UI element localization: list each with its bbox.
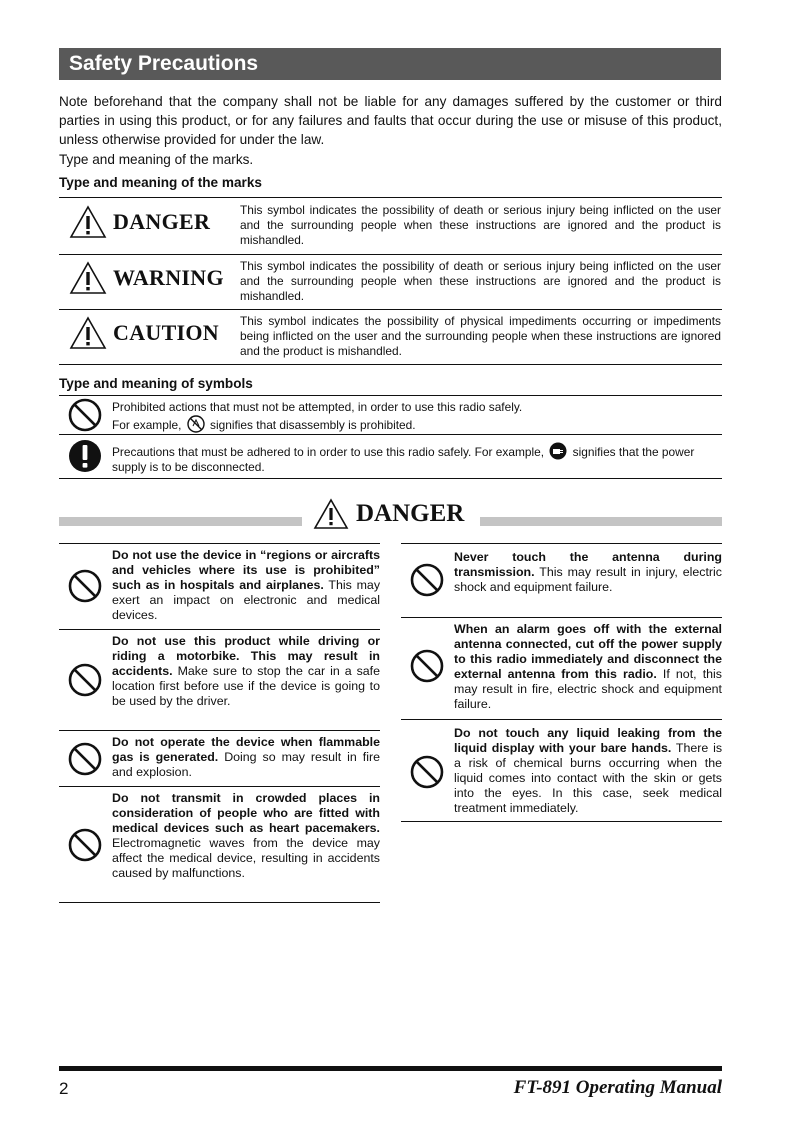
caution-description: This symbol indicates the possibility of physical impediments occurring or impediments being inflicted on the user and the surrounding people when these instructions are ignored and the product is mishandled. — [240, 314, 721, 358]
prohibited-icon — [68, 398, 102, 432]
prohibited-description — [112, 400, 721, 433]
no-disassembly-icon — [187, 415, 205, 433]
caution-label: CAUTION — [113, 320, 219, 345]
danger-item-normal: This may result in injury, electric shock and equipment failure. — [454, 565, 723, 594]
marks-heading: Type and meaning of the marks — [59, 175, 262, 190]
warning-triangle-icon — [69, 261, 107, 295]
mandatory-example-pre: Precautions that must be adhered to in order to use this radio safely. For example, — [112, 445, 545, 459]
caution-mark — [69, 316, 219, 350]
mandatory-description — [112, 442, 721, 475]
danger-item — [401, 622, 722, 718]
mark-row-warning — [59, 255, 722, 309]
manual-title: FT-891 Operating Manual — [513, 1077, 722, 1098]
divider — [59, 197, 722, 198]
danger-bar-left — [59, 517, 302, 526]
danger-bar-right — [480, 517, 722, 526]
danger-item-normal: Electromagnetic waves from the device may affect the medical device, resulting in accidents caused by malfunctions. — [112, 836, 380, 880]
mandatory-exclamation-icon — [68, 439, 102, 473]
danger-item-bold: Do not touch any liquid leaking from the liquid display with your bare hands. — [454, 726, 722, 755]
danger-item-text — [112, 735, 380, 780]
danger-item-bold: Do not transmit in crowded places in consideration of people who are fitted with medical devices such as heart pacemakers. — [112, 791, 380, 835]
danger-item — [59, 634, 380, 728]
prohibited-example-pre: For example, — [112, 418, 182, 432]
danger-item-normal: If not, this may result in fire, electric shock and equipment failure. — [454, 667, 722, 711]
warning-description: This symbol indicates the possibility of death or serious injury being inflicted on the user and the surrounding people when these instructions are ignored and the product is mishandled. — [240, 259, 721, 303]
danger-item-text — [112, 548, 380, 623]
warning-triangle-icon — [69, 205, 107, 239]
intro-paragraph: Note beforehand that the company shall not be liable for any damages suffered by the customer or third parties in using this product, or for any failures and faults that occur during the use or misuse of this product, unless otherwise provided for under the law. — [59, 94, 722, 148]
danger-item — [401, 550, 722, 616]
danger-item-bold: When an alarm goes off with the external antenna connected, cut off the power supply to this radio immediately and disconnect the external antenna from this radio. — [454, 622, 722, 681]
warning-label: WARNING — [113, 265, 224, 290]
danger-item-text — [454, 726, 722, 816]
mandatory-example-post: signifies that the power supply is to be disconnected. — [112, 445, 695, 474]
danger-item-text — [112, 634, 380, 709]
divider — [59, 395, 722, 396]
danger-item — [401, 726, 722, 820]
danger-item — [59, 791, 380, 899]
prohibited-icon — [68, 828, 102, 862]
danger-item-text — [454, 622, 722, 712]
divider — [59, 902, 380, 903]
danger-item-bold: Do not use the device in “regions or aircrafts and vehicles where its use is prohibited” such as in hospitals and airplanes. — [112, 548, 380, 592]
divider — [401, 543, 722, 544]
prohibited-icon — [68, 663, 102, 697]
danger-item-bold: Never touch the antenna during transmission. — [454, 550, 722, 579]
prohibited-icon — [410, 755, 444, 789]
danger-item-text — [454, 550, 722, 595]
danger-item — [59, 735, 380, 785]
symbols-heading: Type and meaning of symbols — [59, 376, 253, 391]
symbol-row-prohibited — [59, 397, 722, 433]
prohibited-line1: Prohibited actions that must not be attempted, in order to use this radio safely. — [112, 400, 523, 414]
prohibited-icon — [410, 649, 444, 683]
divider — [59, 478, 722, 479]
divider — [401, 617, 722, 618]
danger-section-title — [313, 498, 464, 530]
intro-text — [59, 92, 722, 169]
danger-item-bold: Do not use this product while driving or riding a motorbike. This may result in accidents. — [112, 634, 380, 678]
divider — [59, 434, 722, 435]
prohibited-icon — [68, 569, 102, 603]
prohibited-line2 — [112, 415, 721, 433]
warning-triangle-icon — [313, 498, 349, 530]
footer-rule — [59, 1066, 722, 1071]
danger-item-normal: This may exert an impact on electronic and medical devices. — [112, 578, 381, 622]
divider — [401, 719, 722, 720]
danger-item-bold: Do not operate the device when flammable gas is generated. — [112, 735, 380, 764]
danger-item-text — [112, 791, 380, 881]
unplug-icon — [549, 442, 567, 460]
divider — [59, 629, 380, 630]
divider — [59, 364, 722, 365]
danger-section-label: DANGER — [356, 500, 465, 527]
divider — [59, 786, 380, 787]
danger-mark — [69, 205, 210, 239]
danger-item — [59, 548, 380, 628]
divider — [401, 821, 722, 822]
divider — [59, 730, 380, 731]
mark-row-danger — [59, 199, 722, 253]
danger-label: DANGER — [113, 209, 211, 234]
intro-line: Type and meaning of the marks. — [59, 151, 254, 167]
symbol-row-mandatory — [59, 436, 722, 476]
warning-mark — [69, 261, 224, 295]
section-title: Safety Precautions — [59, 48, 721, 80]
danger-item-normal: There is a risk of chemical burns occurring when the liquid comes into contact with the skin or gets into the eyes. In this case, seek medical treatment immediately. — [454, 741, 723, 815]
danger-description: This symbol indicates the possibility of death or serious injury being inflicted on the user and the surrounding people when these instructions are ignored and the product is mishandled. — [240, 203, 721, 247]
danger-item-normal: Make sure to stop the car in a safe location first before use if the device is going to be used by the driver. — [112, 664, 380, 708]
divider — [59, 543, 380, 544]
prohibited-icon — [68, 742, 102, 776]
page-number: 2 — [59, 1079, 69, 1098]
danger-item-normal: Doing so may result in fire and explosion. — [112, 750, 380, 779]
prohibited-example-post: signifies that disassembly is prohibited. — [210, 418, 416, 432]
mark-row-caution — [59, 310, 722, 364]
warning-triangle-icon — [69, 316, 107, 350]
prohibited-icon — [410, 563, 444, 597]
